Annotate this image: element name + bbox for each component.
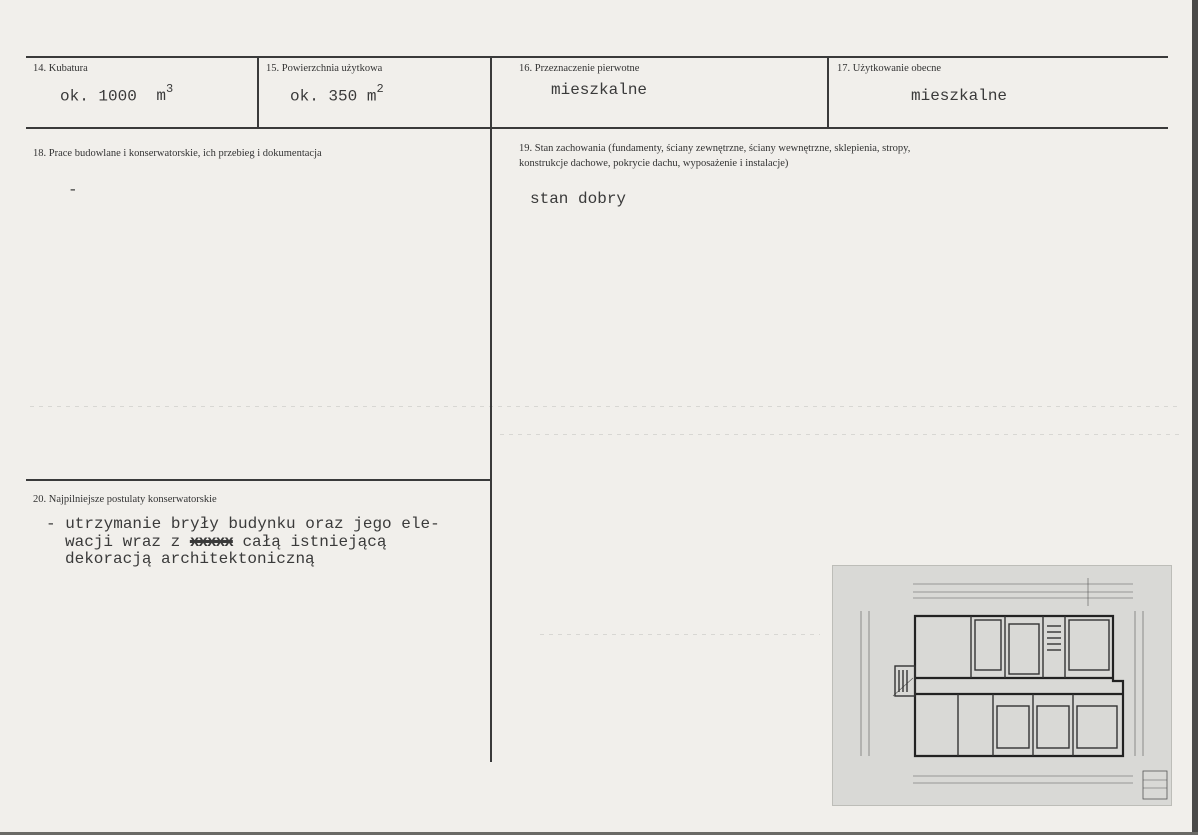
field-19-label-line1: 19. Stan zachowania (fundamenty, ściany zewnętrzne, ściany wewnętrzne, sklepienia, stropy, xyxy=(519,143,911,154)
field-19-value: stan dobry xyxy=(530,190,627,208)
field-17-value: mieszkalne xyxy=(911,87,1008,105)
field-16-value: mieszkalne xyxy=(551,81,648,99)
scan-edge xyxy=(1192,0,1198,835)
show-through-line xyxy=(500,434,1180,435)
field-20-text xyxy=(46,516,440,569)
field-17-label: 17. Użytkowanie obecne xyxy=(837,63,942,74)
field-18-label: 18. Prace budowlane i konserwatorskie, ich przebieg i dokumentacja xyxy=(33,148,322,159)
top-rule xyxy=(26,56,1168,58)
field-20-line1: - utrzymanie bryły budynku oraz jego ele- xyxy=(46,515,440,533)
show-through-line xyxy=(30,406,1180,407)
field-19-label-line2: konstrukcje dachowe, pokrycie dachu, wyposażenie i instalacje) xyxy=(519,158,789,169)
field-20-line3: dekoracją architektoniczną xyxy=(65,550,315,568)
field-14-value: ok. 1000 $m^3$ xyxy=(60,82,174,106)
field-14-label: 14. Kubatura xyxy=(33,63,88,74)
struck-out-word: xxxxx xyxy=(189,532,233,551)
section-rule xyxy=(26,479,490,481)
column-rule xyxy=(257,56,259,128)
field-15-value: ok. 350 $m^2$ xyxy=(290,82,384,106)
field-18-value: - xyxy=(68,181,78,199)
column-rule xyxy=(490,56,492,762)
field-16-label: 16. Przeznaczenie pierwotne xyxy=(519,63,640,74)
row-rule xyxy=(26,127,1168,129)
floor-plan-drawing xyxy=(833,566,1171,805)
floor-plan-photo xyxy=(832,565,1172,806)
show-through-line xyxy=(540,634,820,635)
column-rule xyxy=(827,56,829,128)
field-20-line2: wacji wraz z xxxxx całą istniejącą xyxy=(65,532,387,551)
field-20-label: 20. Najpilniejsze postulaty konserwatorskie xyxy=(33,494,217,505)
field-15-label: 15. Powierzchnia użytkowa xyxy=(266,63,383,74)
